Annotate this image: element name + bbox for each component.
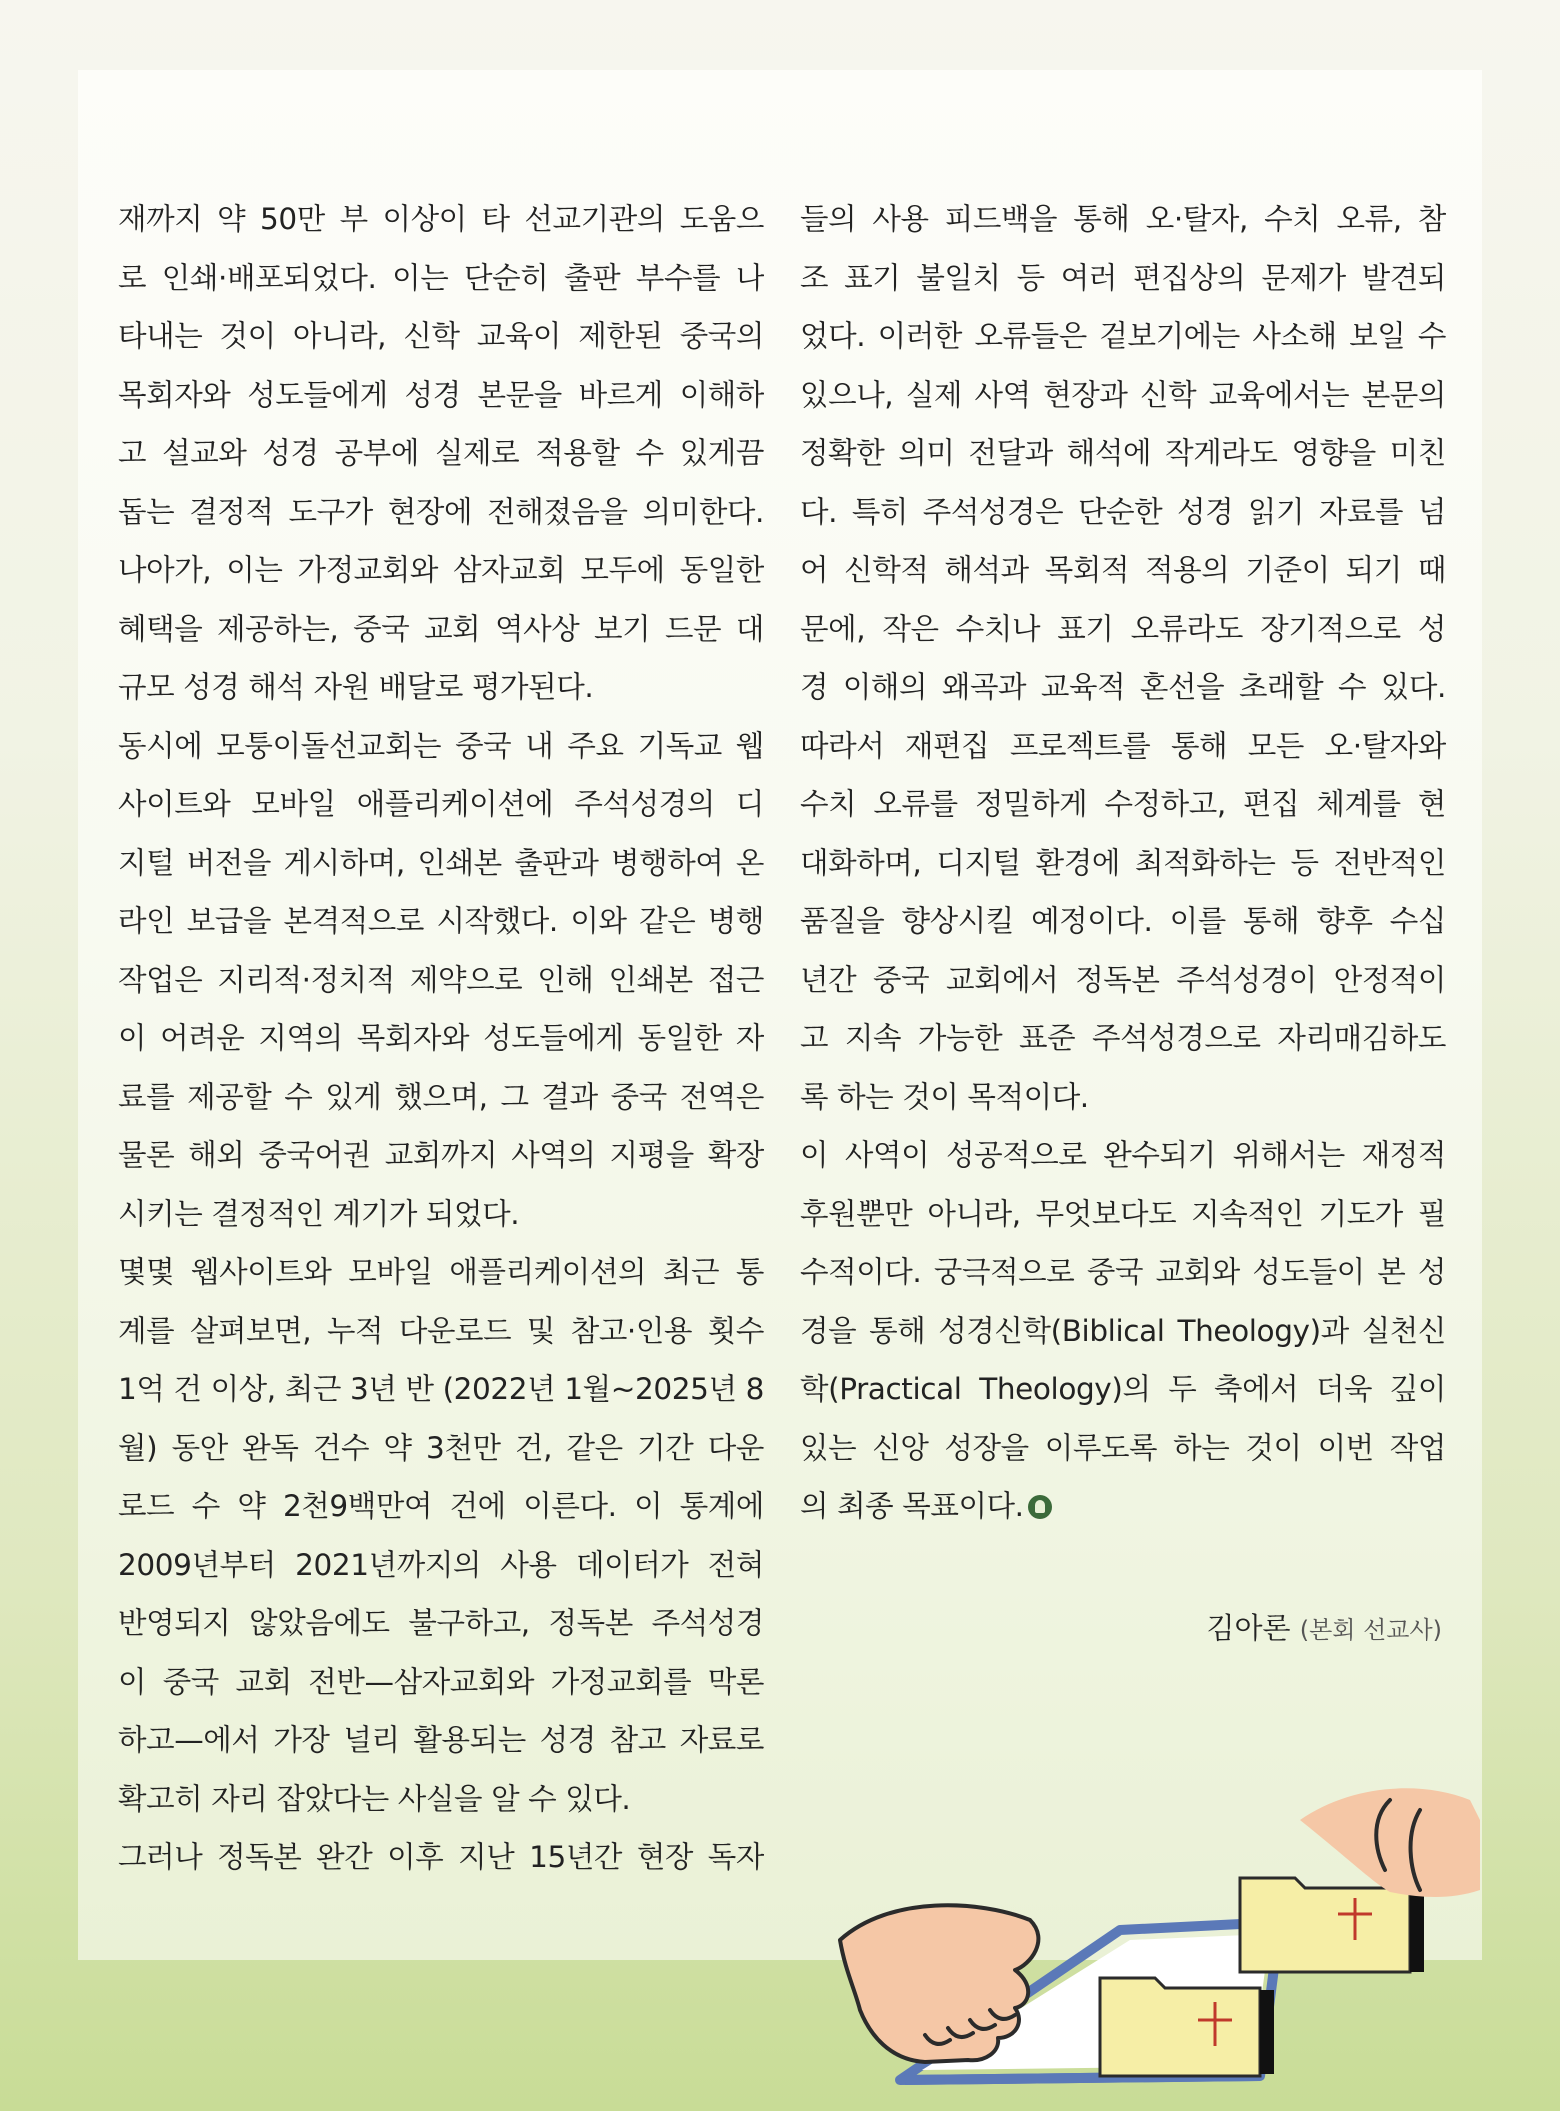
- text-line: 하고—에서 가장 널리 활용되는 성경 참고 자료로: [118, 1723, 764, 1757]
- text-line: 시키는 결정적인 계기가 되었다.: [118, 1196, 520, 1231]
- text-line: 로드 수 약 2천9백만여 건에 이른다. 이 통계에: [118, 1489, 764, 1523]
- text-line: 재까지 약 50만 부 이상이 타 선교기관의 도움으: [118, 202, 764, 236]
- text-line: 돕는 결정적 도구가 현장에 전해졌음을 의미한다.: [118, 494, 764, 529]
- article-end-icon: [1028, 1495, 1052, 1519]
- text-line: 라인 보급을 본격적으로 시작했다. 이와 같은 병행: [118, 904, 764, 938]
- text-line: 타내는 것이 아니라, 신학 교육이 제한된 중국의: [118, 319, 764, 353]
- text-line: 사이트와 모바일 애플리케이션에 주석성경의 디: [118, 787, 764, 821]
- text-line: 품질을 향상시킬 예정이다. 이를 통해 향후 수십: [800, 904, 1446, 938]
- text-line: 규모 성경 해석 자원 배달로 평가된다.: [118, 670, 594, 704]
- text-line: 동시에 모퉁이돌선교회는 중국 내 주요 기독교 웹: [118, 728, 764, 763]
- text-line: 정확한 의미 전달과 해석에 작게라도 영향을 미친: [800, 436, 1446, 470]
- text-line: 있는 신앙 성장을 이루도록 하는 것이 이번 작업: [800, 1430, 1446, 1465]
- article-column-right: [800, 190, 1446, 1536]
- text-line: 고 설교와 성경 공부에 실제로 적용할 수 있게끔: [118, 436, 764, 470]
- text-line: 2009년부터 2021년까지의 사용 데이터가 전혀: [118, 1547, 764, 1582]
- text-line: 지털 버전을 게시하며, 인쇄본 출판과 병행하여 온: [118, 845, 764, 880]
- folder-tab-dark: [1260, 1990, 1274, 2074]
- text-line: 수치 오류를 정밀하게 수정하고, 편집 체계를 현: [800, 787, 1446, 821]
- text-line: 작업은 지리적·정치적 제약으로 인해 인쇄본 접근: [118, 962, 764, 997]
- text-line: 혜택을 제공하는, 중국 교회 역사상 보기 드문 대: [118, 611, 764, 646]
- text-line: 1억 건 이상, 최근 3년 반 (2022년 1월~2025년 8: [118, 1372, 764, 1406]
- text-line: 확고히 자리 잡았다는 사실을 알 수 있다.: [118, 1781, 631, 1816]
- text-line: 계를 살펴보면, 누적 다운로드 및 참고·인용 횟수: [118, 1313, 764, 1348]
- right-hand-icon: [1300, 1788, 1480, 1897]
- text-line: 고 지속 가능한 표준 주석성경으로 자리매김하도: [800, 1021, 1446, 1055]
- text-line: 반영되지 않았음에도 불구하고, 정독본 주석성경: [118, 1606, 764, 1640]
- text-line: 따라서 재편집 프로젝트를 통해 모든 오·탈자와: [800, 728, 1446, 763]
- text-line: 학(Practical Theology)의 두 축에서 더욱 깊이: [800, 1372, 1446, 1406]
- closing-sentence: 의 최종 목표이다.: [800, 1489, 1024, 1523]
- text-line: 이 사역이 성공적으로 완수되기 위해서는 재정적: [800, 1138, 1446, 1172]
- article-column-left: [118, 190, 764, 1887]
- author-role: (본회 선교사): [1299, 1616, 1442, 1644]
- text-line: 경을 통해 성경신학(Biblical Theology)과 실천신: [800, 1313, 1446, 1348]
- bible-folders-illustration: [830, 1780, 1480, 2100]
- text-line-last: [800, 1477, 1446, 1536]
- text-line: 물론 해외 중국어권 교회까지 사역의 지평을 확장: [118, 1138, 764, 1172]
- text-line: 로 인쇄·배포되었다. 이는 단순히 출판 부수를 나: [118, 260, 764, 295]
- text-line: 그러나 정독본 완간 이후 지난 15년간 현장 독자: [118, 1840, 764, 1874]
- text-line: 월) 동안 완독 건수 약 3천만 건, 같은 기간 다운: [118, 1430, 764, 1465]
- text-line: 년간 중국 교회에서 정독본 주석성경이 안정적이: [800, 962, 1446, 997]
- text-line: 이 어려운 지역의 목회자와 성도들에게 동일한 자: [118, 1021, 764, 1055]
- text-line: 어 신학적 해석과 목회적 적용의 기준이 되기 때: [800, 553, 1446, 587]
- folder-icon: [1240, 1878, 1410, 1972]
- text-line: 대화하며, 디지털 환경에 최적화하는 등 전반적인: [800, 845, 1446, 880]
- text-line: 수적이다. 궁극적으로 중국 교회와 성도들이 본 성: [800, 1255, 1446, 1289]
- text-line: 조 표기 불일치 등 여러 편집상의 문제가 발견되: [800, 260, 1446, 295]
- text-line: 록 하는 것이 목적이다.: [800, 1079, 1089, 1114]
- text-line: 료를 제공할 수 있게 했으며, 그 결과 중국 전역은: [118, 1079, 764, 1114]
- text-line: 들의 사용 피드백을 통해 오·탈자, 수치 오류, 참: [800, 202, 1446, 236]
- text-line: 다. 특히 주석성경은 단순한 성경 읽기 자료를 넘: [800, 494, 1446, 529]
- text-line: 후원뿐만 아니라, 무엇보다도 지속적인 기도가 필: [800, 1196, 1446, 1231]
- text-line: 경 이해의 왜곡과 교육적 혼선을 초래할 수 있다.: [800, 670, 1446, 704]
- text-line: 있으나, 실제 사역 현장과 신학 교육에서는 본문의: [800, 377, 1446, 412]
- author-byline: [1080, 1606, 1442, 1647]
- author-name: 김아론: [1206, 1611, 1291, 1645]
- text-line: 목회자와 성도들에게 성경 본문을 바르게 이해하: [118, 377, 764, 412]
- text-line: 나아가, 이는 가정교회와 삼자교회 모두에 동일한: [118, 553, 764, 587]
- text-line: 문에, 작은 수치나 표기 오류라도 장기적으로 성: [800, 611, 1446, 646]
- folder-tab-dark: [1410, 1888, 1424, 1972]
- text-line: 이 중국 교회 전반—삼자교회와 가정교회를 막론: [118, 1664, 764, 1699]
- text-line: 몇몇 웹사이트와 모바일 애플리케이션의 최근 통: [118, 1255, 764, 1289]
- text-line: 었다. 이러한 오류들은 겉보기에는 사소해 보일 수: [800, 319, 1446, 353]
- folder-icon: [1100, 1978, 1260, 2076]
